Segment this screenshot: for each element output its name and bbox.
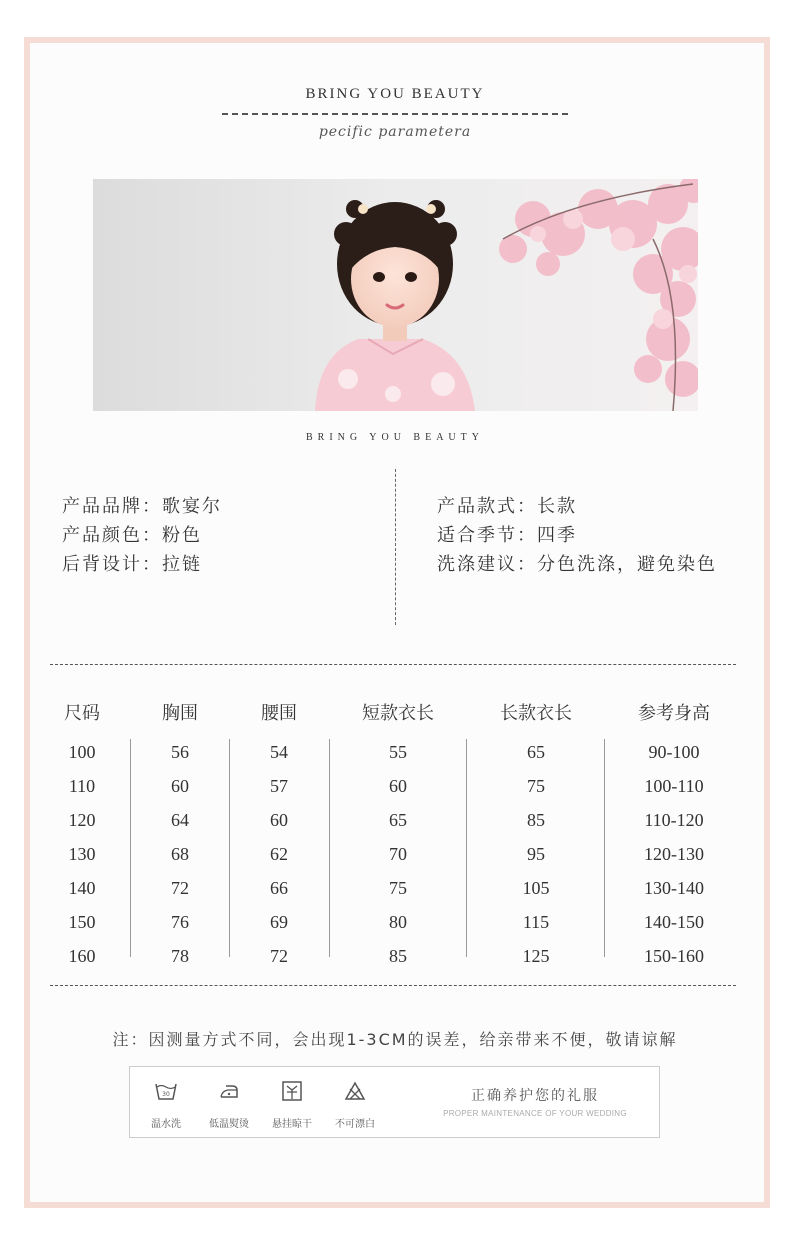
params-left xyxy=(62,492,222,579)
care-title: 正确养护您的礼服 xyxy=(471,1088,599,1104)
table-cell: 69 xyxy=(270,912,288,932)
waist-header: 腰围 xyxy=(261,703,297,724)
table-cell: 90-100 xyxy=(648,742,700,762)
param-value: 四季 xyxy=(537,525,577,546)
short-length-column xyxy=(348,735,448,973)
param-row xyxy=(62,492,222,521)
svg-text:30: 30 xyxy=(162,1091,170,1098)
param-value: 分色洗涤，避免染色 xyxy=(537,554,717,575)
table-cell: 60 xyxy=(270,810,288,830)
param-label: 适合季节： xyxy=(437,525,537,546)
header-divider xyxy=(222,113,568,115)
table-cell: 62 xyxy=(270,844,288,864)
care-item xyxy=(325,1079,385,1130)
height-header: 参考身高 xyxy=(638,703,710,724)
param-value: 歌宴尔 xyxy=(162,496,222,517)
column-divider xyxy=(604,739,605,957)
hang-dry-icon xyxy=(262,1079,322,1103)
table-cell: 54 xyxy=(270,742,288,762)
table-cell: 100-110 xyxy=(644,776,704,796)
table-cell: 70 xyxy=(389,844,407,864)
chest-header: 胸围 xyxy=(162,703,198,724)
banner-caption: BRING YOU BEAUTY xyxy=(306,432,484,443)
care-instructions-box xyxy=(129,1066,660,1138)
column-divider xyxy=(229,739,230,957)
param-row xyxy=(437,550,717,579)
table-cell: 72 xyxy=(270,946,288,966)
long-length-column xyxy=(486,735,586,973)
girl-in-cheongsam-image xyxy=(93,179,698,411)
param-row xyxy=(62,550,222,579)
care-label: 悬挂晾干 xyxy=(272,1119,312,1130)
table-cell: 140 xyxy=(68,878,96,898)
table-cell: 130 xyxy=(68,844,96,864)
measurement-note: 注：因测量方式不同，会出现1-3CM的误差，给亲带来不便，敬请谅解 xyxy=(112,1030,678,1049)
param-label: 产品款式： xyxy=(437,496,537,517)
care-subtitle: PROPER MAINTENANCE OF YOUR WEDDING xyxy=(443,1109,627,1118)
table-cell: 65 xyxy=(527,742,545,762)
table-cell: 105 xyxy=(522,878,550,898)
table-cell: 66 xyxy=(270,878,288,898)
chest-column xyxy=(150,735,210,973)
params-right xyxy=(437,492,717,579)
table-cell: 80 xyxy=(389,912,407,932)
table-cell: 65 xyxy=(389,810,407,830)
table-bottom-divider xyxy=(50,985,736,986)
table-cell: 85 xyxy=(527,810,545,830)
wash-30-icon xyxy=(136,1079,196,1103)
table-cell: 72 xyxy=(171,878,189,898)
table-cell: 64 xyxy=(171,810,189,830)
column-divider xyxy=(130,739,131,957)
param-label: 后背设计： xyxy=(62,554,162,575)
param-row xyxy=(437,492,717,521)
table-cell: 160 xyxy=(68,946,96,966)
table-cell: 115 xyxy=(522,912,550,932)
care-item xyxy=(136,1079,196,1130)
table-cell: 76 xyxy=(171,912,189,932)
param-label: 洗涤建议： xyxy=(437,554,537,575)
table-cell: 140-150 xyxy=(644,912,704,932)
table-cell: 110 xyxy=(68,776,96,796)
param-value: 拉链 xyxy=(162,554,202,575)
table-cell: 57 xyxy=(270,776,288,796)
params-divider xyxy=(395,469,396,625)
table-cell: 56 xyxy=(171,742,189,762)
table-cell: 75 xyxy=(527,776,545,796)
care-item xyxy=(199,1079,259,1130)
no-bleach-icon xyxy=(325,1079,385,1103)
table-cell: 120 xyxy=(68,810,96,830)
care-item xyxy=(262,1079,322,1130)
table-cell: 150-160 xyxy=(644,946,704,966)
care-label: 温水洗 xyxy=(151,1119,181,1130)
param-label: 产品颜色： xyxy=(62,525,162,546)
table-cell: 68 xyxy=(171,844,189,864)
care-label: 低温熨烫 xyxy=(209,1119,249,1130)
table-cell: 125 xyxy=(522,946,550,966)
table-cell: 120-130 xyxy=(644,844,704,864)
header-subtitle: pecific parametera xyxy=(318,124,472,140)
height-column xyxy=(624,735,724,973)
size-header: 尺码 xyxy=(64,703,100,724)
long-length-header: 长款衣长 xyxy=(500,703,572,724)
table-cell: 130-140 xyxy=(644,878,704,898)
table-cell: 78 xyxy=(171,946,189,966)
param-value: 粉色 xyxy=(162,525,202,546)
care-label: 不可漂白 xyxy=(335,1119,375,1130)
table-cell: 150 xyxy=(68,912,96,932)
column-divider xyxy=(329,739,330,957)
table-cell: 60 xyxy=(389,776,407,796)
table-top-divider xyxy=(50,664,736,665)
size-column xyxy=(52,735,112,973)
banner-photo xyxy=(93,179,698,411)
table-cell: 60 xyxy=(171,776,189,796)
table-cell: 110-120 xyxy=(644,810,704,830)
column-divider xyxy=(466,739,467,957)
waist-column xyxy=(249,735,309,973)
table-cell: 85 xyxy=(389,946,407,966)
param-label: 产品品牌： xyxy=(62,496,162,517)
param-row xyxy=(62,521,222,550)
table-cell: 100 xyxy=(68,742,96,762)
param-value: 长款 xyxy=(537,496,577,517)
table-cell: 75 xyxy=(389,878,407,898)
iron-low-icon xyxy=(199,1079,259,1103)
header-title: BRING YOU BEAUTY xyxy=(305,86,485,102)
table-cell: 55 xyxy=(389,742,407,762)
short-length-header: 短款衣长 xyxy=(362,703,434,724)
param-row xyxy=(437,521,717,550)
table-cell: 95 xyxy=(527,844,545,864)
